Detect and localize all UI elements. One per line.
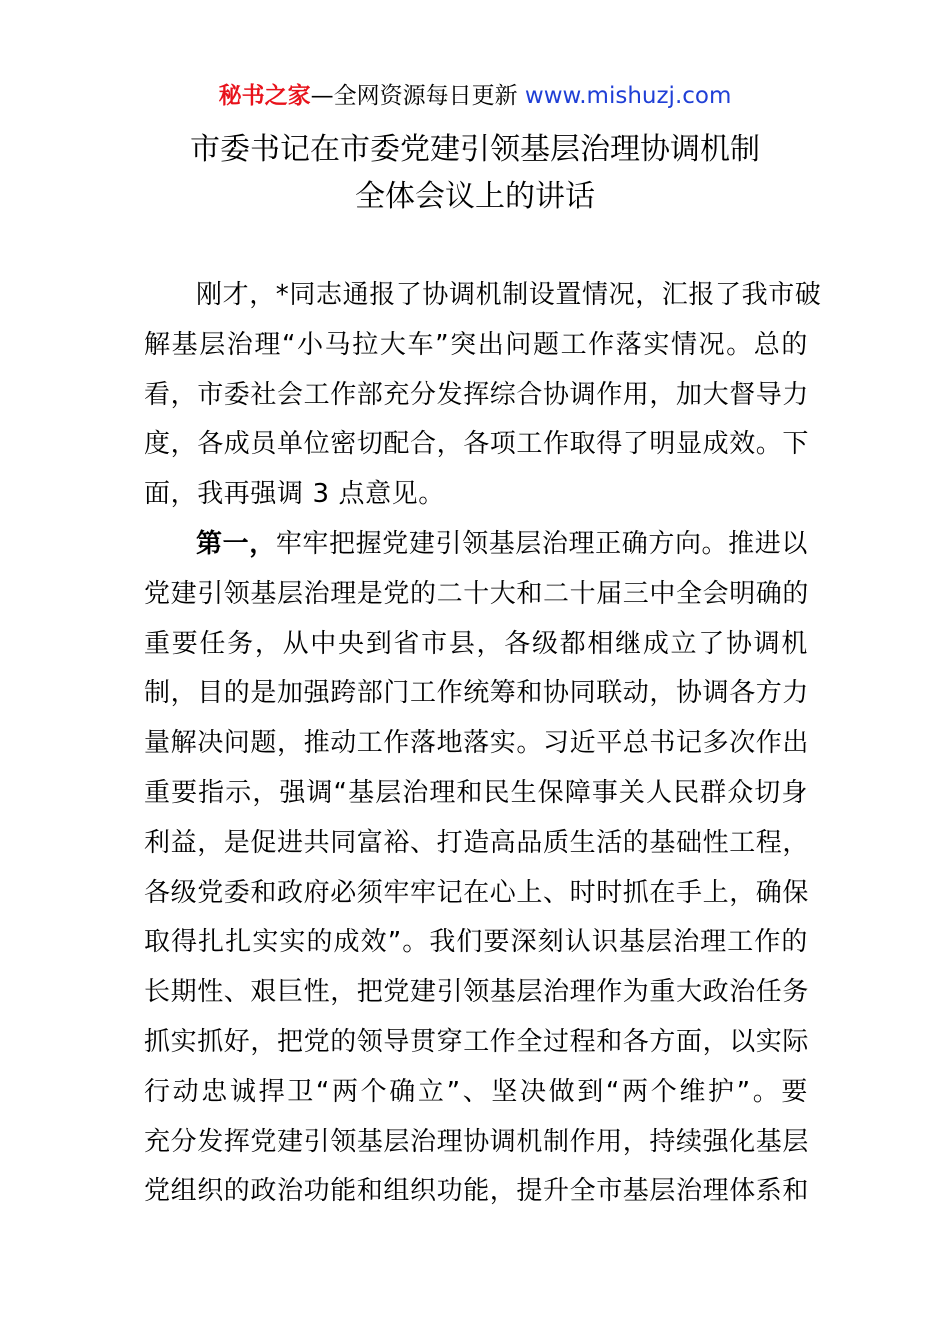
paragraph-line: 制，目的是加强跨部门工作统筹和协同联动，协调各方力 <box>144 678 810 709</box>
paragraph-line: 量解决问题，推动工作落地落实。习近平总书记多次作出 <box>144 728 810 759</box>
paragraph-line: 各级党委和政府必须牢牢记在心上、时时抓在手上，确保 <box>144 877 810 908</box>
paragraph-line: 抓实抓好，把党的领导贯穿工作全过程和各方面，以实际 <box>144 1026 810 1057</box>
title-line-2: 全体会议上的讲话 <box>355 179 595 214</box>
section-lead: 第一， <box>196 528 276 559</box>
paragraph-line: 面，我再强调 3 点意见。 <box>144 479 445 510</box>
paragraph-line: 重要指示，强调“基层治理和民生保障事关人民群众切身 <box>144 777 808 808</box>
title-line-1: 市委书记在市委党建引领基层治理协调机制 <box>190 132 760 167</box>
paragraph-line <box>144 520 808 570</box>
document-title <box>0 126 950 220</box>
paragraph-line: 行动忠诚捍卫“两个确立”、坚决做到“两个维护”。要 <box>144 1076 808 1107</box>
paragraph-line: 党建引领基层治理是党的二十大和二十届三中全会明确的 <box>144 578 810 609</box>
paragraph-line: 取得扎扎实实的成效”。我们要深刻认识基层治理工作的 <box>144 927 808 958</box>
brand-name: 秘书之家 <box>218 83 311 109</box>
paragraph-line: 利益，是促进共同富裕、打造高品质生活的基础性工程， <box>144 827 810 858</box>
paragraph-1 <box>144 271 822 520</box>
paragraph-line: 长期性、艰巨性，把党建引领基层治理作为重大政治任务 <box>144 977 810 1008</box>
paragraph-line: 重要任务，从中央到省市县，各级都相继成立了协调机 <box>144 628 808 659</box>
paragraph-line: 充分发挥党建引领基层治理协调机制作用，持续强化基层 <box>144 1126 810 1157</box>
header-tagline: —全网资源每日更新 <box>310 83 525 109</box>
section-heading-text: 牢牢把握党建引领基层治理正确方向。推进以 <box>275 528 808 559</box>
paragraph-2 <box>144 520 808 1217</box>
site-url-link[interactable]: www.mishuzj.com <box>524 83 732 109</box>
paragraph-line: 党组织的政治功能和组织功能，提升全市基层治理体系和 <box>144 1176 810 1207</box>
paragraph-line: 度，各成员单位密切配合，各项工作取得了明显成效。下 <box>144 429 810 460</box>
document-body <box>144 271 822 1217</box>
paragraph-line: 刚才，*同志通报了协调机制设置情况，汇报了我市破 <box>196 280 822 310</box>
site-header <box>0 80 950 112</box>
paragraph-line: 看，市委社会工作部充分发挥综合协调作用，加大督导力 <box>144 379 810 410</box>
paragraph-line: 解基层治理“小马拉大车”突出问题工作落实情况。总的 <box>144 329 808 360</box>
